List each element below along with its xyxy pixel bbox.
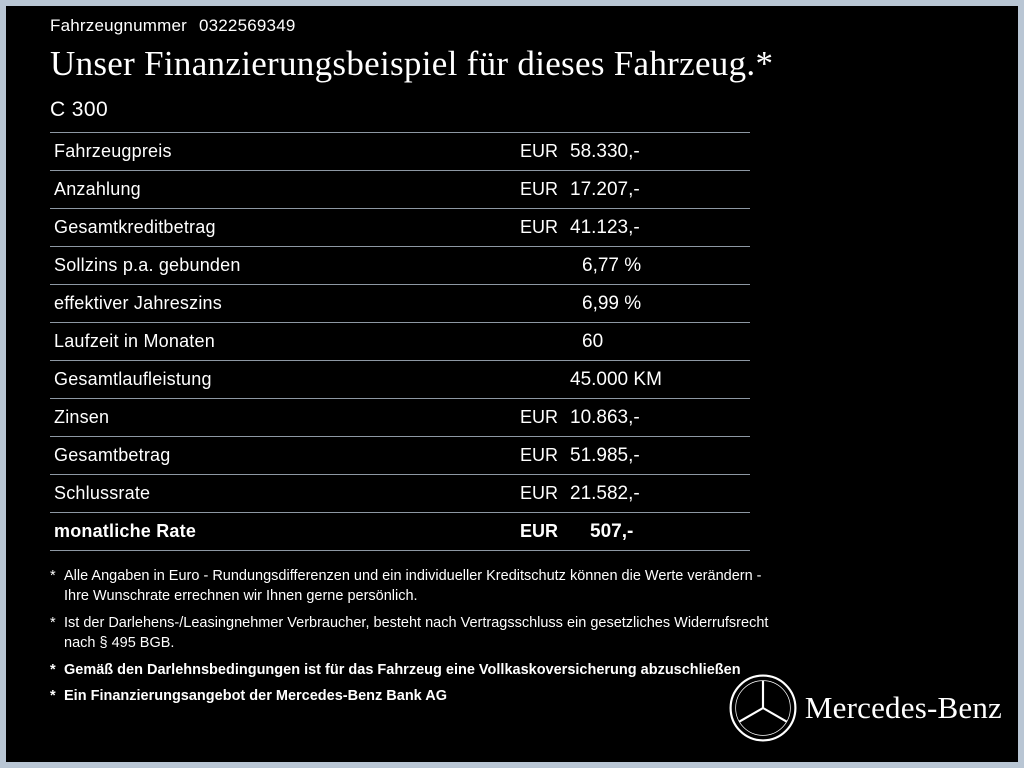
brand-wordmark: Mercedes-Benz: [804, 690, 1002, 725]
footnote-text: Ist der Darlehens-/Leasingnehmer Verbraucher, besteht nach Vertragsschluss ein gesetzliches Widerrufsrecht nach § 495 BGB.: [64, 615, 769, 651]
vehicle-number-label: Fahrzeugnummer: [50, 16, 187, 35]
footnote: [50, 661, 770, 681]
row-value: 17.207,-: [568, 171, 750, 209]
footnote: [50, 687, 770, 707]
table-row-monthly-rate: [50, 513, 750, 551]
table-row: [50, 133, 750, 171]
row-label: Sollzins p.a. gebunden: [50, 247, 468, 285]
finance-table: [50, 132, 750, 551]
row-value: 6,77 %: [568, 247, 750, 285]
footnote-text: Gemäß den Darlehnsbedingungen ist für das Fahrzeug eine Vollkaskoversicherung abzuschließen: [64, 662, 741, 679]
row-value: 41.123,-: [568, 209, 750, 247]
row-value: 60: [568, 323, 750, 361]
row-currency: [468, 361, 568, 399]
row-label: Laufzeit in Monaten: [50, 323, 468, 361]
table-row: [50, 323, 750, 361]
table-row: [50, 437, 750, 475]
row-label: effektiver Jahreszins: [50, 285, 468, 323]
table-row: [50, 361, 750, 399]
footnotes: [50, 567, 770, 706]
footnote-marker: *: [50, 615, 56, 632]
row-currency: [468, 323, 568, 361]
row-label: Anzahlung: [50, 171, 468, 209]
row-value: 51.985,-: [568, 437, 750, 475]
row-value: 6,99 %: [568, 285, 750, 323]
row-label: Gesamtkreditbetrag: [50, 209, 468, 247]
footnote-text: Ein Finanzierungsangebot der Mercedes-Benz Bank AG: [64, 687, 447, 704]
row-value: 507,-: [568, 513, 750, 551]
finance-offer-sheet: [6, 6, 1018, 762]
row-currency: EUR: [468, 399, 568, 437]
row-currency: EUR: [468, 171, 568, 209]
row-value: 58.330,-: [568, 133, 750, 171]
row-label: Gesamtlaufleistung: [50, 361, 468, 399]
row-value: 10.863,-: [568, 399, 750, 437]
row-label: Fahrzeugpreis: [50, 133, 468, 171]
table-row: [50, 475, 750, 513]
footnote: [50, 614, 770, 653]
table-row: [50, 171, 750, 209]
row-label: Gesamtbetrag: [50, 437, 468, 475]
row-currency: EUR: [468, 133, 568, 171]
row-currency: EUR: [468, 475, 568, 513]
brand-logo: [727, 672, 1002, 744]
table-row: [50, 285, 750, 323]
page-title: Unser Finanzierungsbeispiel für dieses Fahrzeug.*: [50, 44, 774, 83]
row-currency: EUR: [468, 513, 568, 551]
table-row: [50, 209, 750, 247]
footnote-text: Alle Angaben in Euro - Rundungsdifferenzen und ein individueller Kreditschutz können die Werte verändern - Ihre Wunschrate errechnen wir Ihnen gerne persönlich.: [64, 568, 762, 604]
row-currency: [468, 285, 568, 323]
row-currency: EUR: [468, 209, 568, 247]
footnote-marker: *: [50, 662, 56, 679]
row-currency: [468, 247, 568, 285]
table-row: [50, 247, 750, 285]
footnote: [50, 567, 770, 606]
vehicle-number-value: 0322569349: [198, 16, 296, 35]
footnote-marker: *: [50, 687, 56, 704]
row-label: Zinsen: [50, 399, 468, 437]
mercedes-star-icon: [727, 672, 799, 744]
row-value: 45.000 KM: [568, 361, 750, 399]
vehicle-number: [50, 16, 974, 36]
footnote-marker: *: [50, 568, 56, 584]
row-currency: EUR: [468, 437, 568, 475]
row-label: Schlussrate: [50, 475, 468, 513]
row-label: monatliche Rate: [50, 513, 468, 551]
row-value: 21.582,-: [568, 475, 750, 513]
vehicle-model: C 300: [50, 98, 109, 121]
table-row: [50, 399, 750, 437]
